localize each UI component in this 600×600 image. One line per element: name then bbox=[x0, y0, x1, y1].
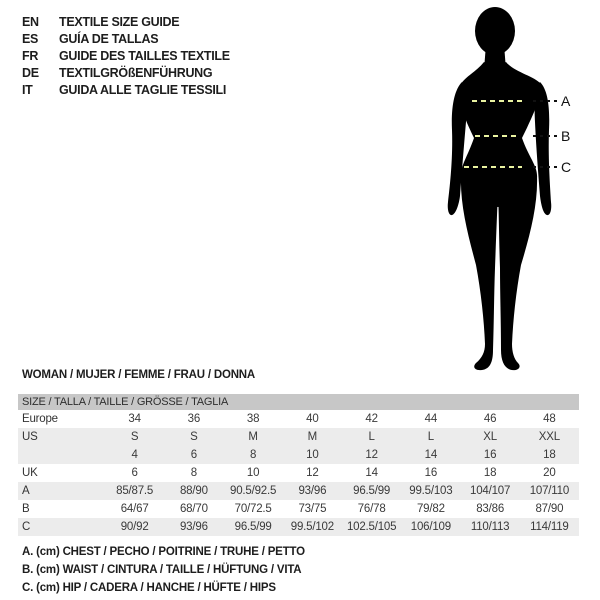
size-cell: 87/90 bbox=[535, 503, 564, 515]
measure-label-b: B bbox=[561, 128, 571, 144]
legend-line-hip: C. (cm) HIP / CADERA / HANCHE / HÜFTE / HIPS bbox=[22, 582, 276, 594]
size-cell: 106/109 bbox=[410, 521, 451, 533]
language-label: TEXTILGRÖßENFÜHRUNG bbox=[59, 66, 213, 80]
language-label: GUIDA ALLE TAGLIE TESSILI bbox=[59, 83, 227, 97]
row-label: Europe bbox=[22, 413, 58, 425]
size-cell: 44 bbox=[424, 413, 438, 425]
size-cell: 76/78 bbox=[357, 503, 386, 515]
size-cell: 96.5/99 bbox=[353, 485, 391, 497]
legend-line-waist: B. (cm) WAIST / CINTURA / TAILLE / HÜFTUNG / VITA bbox=[22, 564, 302, 576]
language-code: FR bbox=[22, 49, 39, 63]
language-code: EN bbox=[22, 15, 39, 29]
size-cell: 96.5/99 bbox=[234, 521, 272, 533]
size-cell: 12 bbox=[306, 467, 319, 479]
size-cell: 83/86 bbox=[476, 503, 505, 515]
size-cell: 8 bbox=[250, 449, 257, 461]
table-row-waist bbox=[18, 500, 579, 518]
size-cell: 6 bbox=[190, 449, 197, 461]
size-cell: 38 bbox=[246, 413, 260, 425]
measure-label-a: A bbox=[561, 93, 571, 109]
size-cell: S bbox=[190, 431, 198, 443]
size-cell: 46 bbox=[483, 413, 497, 425]
size-cell: 10 bbox=[246, 467, 260, 479]
table-row-europe bbox=[18, 410, 579, 428]
row-label: UK bbox=[22, 467, 38, 479]
size-cell: 73/75 bbox=[298, 503, 327, 515]
language-row bbox=[22, 48, 230, 65]
size-cell: 90/92 bbox=[120, 521, 149, 533]
size-cell: 18 bbox=[543, 449, 556, 461]
language-label: GUIDE DES TAILLES TEXTILE bbox=[59, 49, 230, 63]
measurement-legend bbox=[22, 543, 305, 597]
size-cell: 42 bbox=[365, 413, 378, 425]
language-guide-list bbox=[22, 14, 230, 99]
row-label: US bbox=[22, 431, 38, 443]
size-cell: 90.5/92.5 bbox=[230, 485, 277, 497]
language-row bbox=[22, 14, 230, 31]
size-cell: 18 bbox=[483, 467, 497, 479]
size-cell: 8 bbox=[190, 467, 197, 479]
measure-label-c: C bbox=[561, 159, 571, 175]
size-cell: 102.5/105 bbox=[346, 521, 397, 533]
language-code: DE bbox=[22, 66, 39, 80]
size-cell: 14 bbox=[424, 449, 438, 461]
size-cell: 14 bbox=[365, 467, 378, 479]
size-cell: 70/72.5 bbox=[234, 503, 272, 515]
size-table-header: SIZE / TALLA / TAILLE / GRÖSSE / TAGLIA bbox=[18, 394, 579, 410]
size-cell: XXL bbox=[538, 431, 560, 443]
table-row-hip bbox=[18, 518, 579, 536]
table-row-us-letter bbox=[18, 428, 579, 446]
woman-silhouette-icon bbox=[400, 0, 600, 380]
size-cell: 10 bbox=[306, 449, 319, 461]
size-cell: 68/70 bbox=[179, 503, 208, 515]
row-label: A bbox=[22, 485, 30, 497]
size-cell: M bbox=[248, 431, 258, 443]
size-cell: M bbox=[307, 431, 318, 443]
row-label: C bbox=[22, 521, 31, 533]
size-table-grid bbox=[18, 410, 579, 536]
size-cell: 6 bbox=[131, 467, 138, 479]
size-cell: 79/82 bbox=[416, 503, 445, 515]
size-cell: 64/67 bbox=[120, 503, 149, 515]
language-code: ES bbox=[22, 32, 39, 46]
size-cell: 114/119 bbox=[530, 521, 569, 533]
language-row bbox=[22, 31, 230, 48]
row-label: B bbox=[22, 503, 30, 515]
size-cell: S bbox=[130, 431, 139, 443]
language-row bbox=[22, 82, 230, 99]
table-row-chest bbox=[18, 482, 579, 500]
language-label: GUÍA DE TALLAS bbox=[59, 32, 159, 46]
language-label: TEXTILE SIZE GUIDE bbox=[59, 15, 180, 29]
size-cell: 34 bbox=[128, 413, 141, 425]
woman-silhouette-figure bbox=[400, 0, 600, 380]
size-cell: L bbox=[368, 431, 375, 443]
size-cell: 93/96 bbox=[179, 521, 208, 533]
size-cell: 4 bbox=[131, 449, 138, 461]
size-cell: 12 bbox=[365, 449, 378, 461]
size-cell: 16 bbox=[424, 467, 438, 479]
size-cell: 93/96 bbox=[298, 485, 327, 497]
size-table bbox=[18, 394, 579, 536]
size-cell: 48 bbox=[543, 413, 556, 425]
row-label bbox=[18, 446, 105, 464]
size-cell: 110/113 bbox=[470, 521, 510, 533]
size-cell: XL bbox=[483, 431, 497, 443]
size-cell: 40 bbox=[306, 413, 319, 425]
section-title: WOMAN / MUJER / FEMME / FRAU / DONNA bbox=[22, 369, 256, 381]
size-cell: 36 bbox=[187, 413, 201, 425]
size-cell: 104/107 bbox=[470, 485, 511, 497]
legend-line-chest: A. (cm) CHEST / PECHO / POITRINE / TRUHE / PETTO bbox=[22, 546, 305, 558]
size-cell: 99.5/103 bbox=[409, 485, 453, 497]
language-code: IT bbox=[22, 83, 33, 97]
size-cell: 16 bbox=[483, 449, 497, 461]
size-cell: 107/110 bbox=[529, 485, 570, 497]
table-row-uk bbox=[18, 464, 579, 482]
size-cell: 85/87.5 bbox=[116, 485, 154, 497]
language-row bbox=[22, 65, 230, 82]
table-row-us-numeric bbox=[18, 446, 579, 464]
size-cell: 88/90 bbox=[179, 485, 208, 497]
size-cell: 20 bbox=[543, 467, 556, 479]
size-cell: 99.5/102 bbox=[290, 521, 334, 533]
size-cell: L bbox=[427, 431, 434, 443]
